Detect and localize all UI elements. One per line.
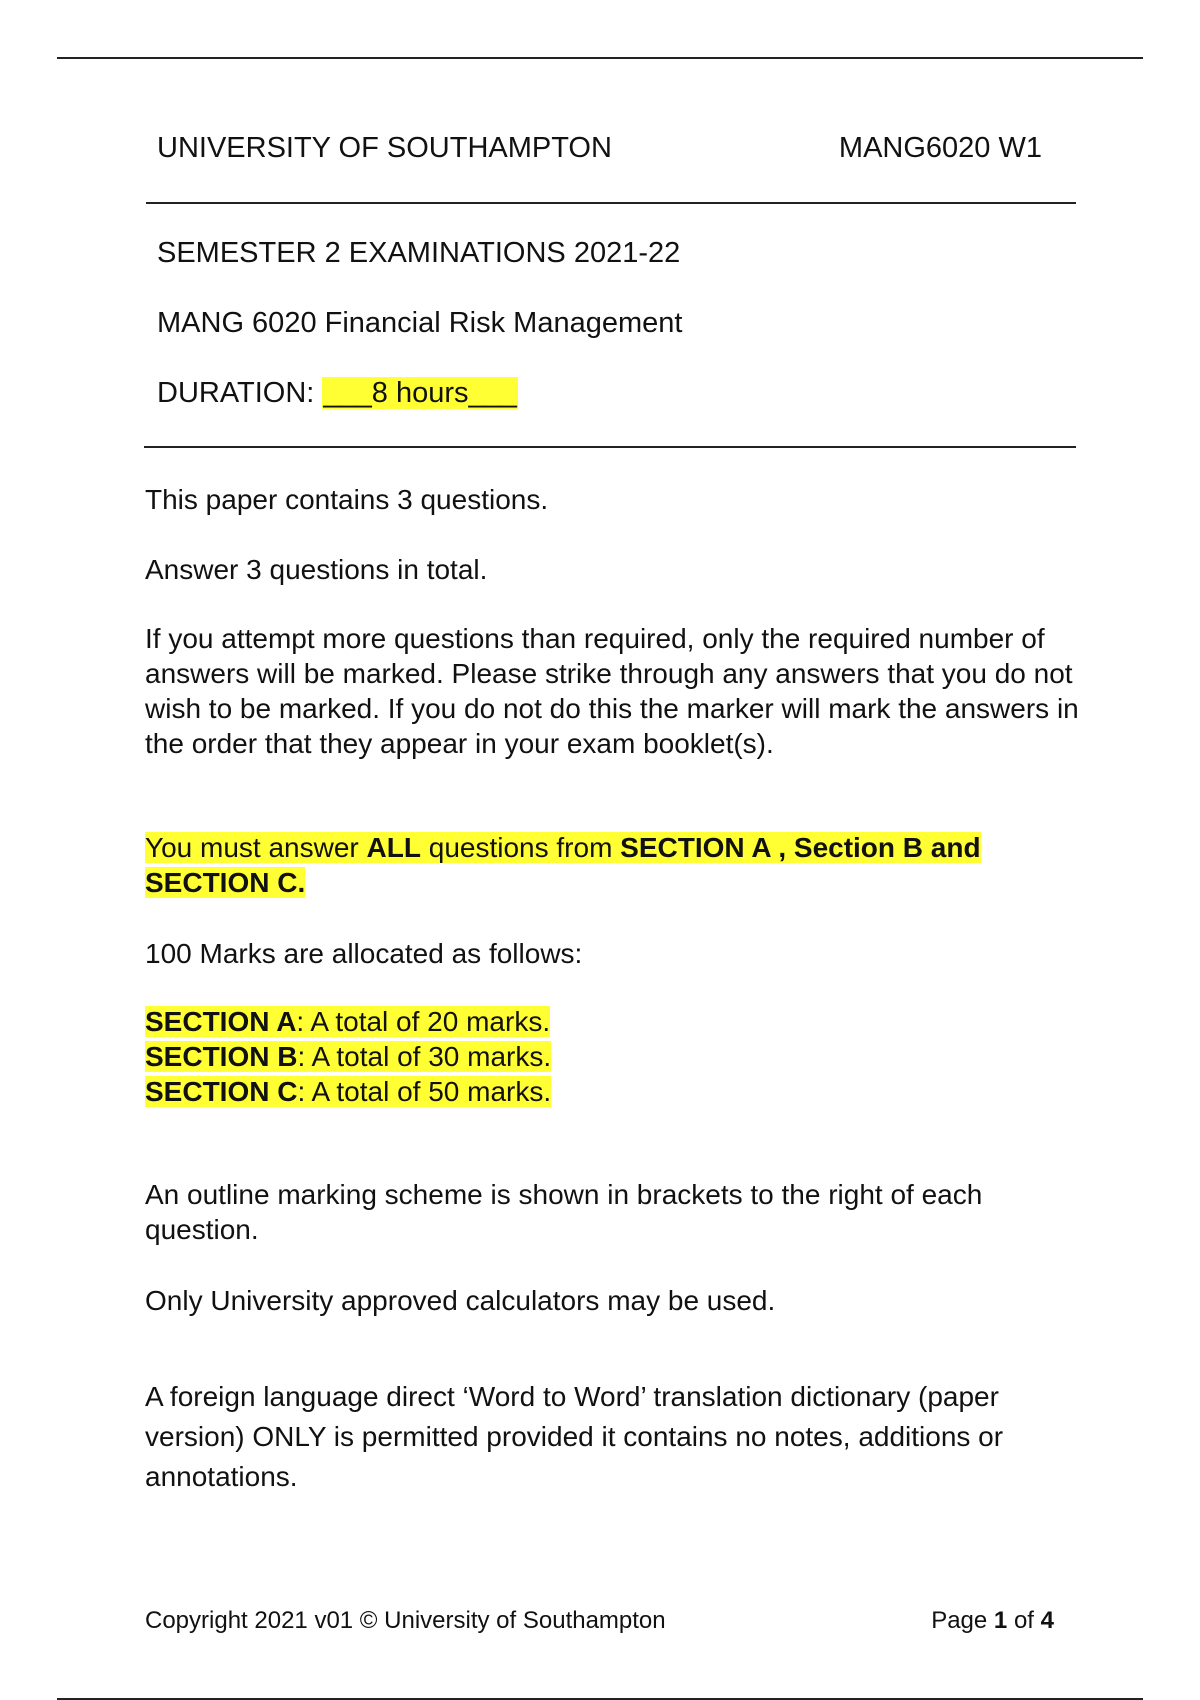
header-rule	[146, 202, 1076, 204]
page-current: 1	[993, 1607, 1008, 1634]
module-title: MANG 6020 Financial Risk Management	[157, 307, 683, 339]
page-prefix: Page	[931, 1607, 994, 1634]
must-answer-part-1: You must answer	[145, 832, 367, 863]
section-name: SECTION C	[145, 1076, 298, 1107]
instruction-outline-marking: An outline marking scheme is shown in brackets to the right of each question.	[145, 1179, 983, 1245]
section-marks-item-c	[145, 1074, 1085, 1109]
footer-copyright: Copyright 2021 v01 © University of Southampton	[145, 1607, 666, 1634]
section-marks-list	[145, 1004, 1085, 1109]
must-answer-sections: SECTION A , Section B and SECTION C.	[145, 832, 981, 898]
section-detail: : A total of 50 marks.	[297, 1076, 552, 1107]
duration-label: DURATION:	[157, 377, 315, 409]
section-name: SECTION B	[145, 1041, 298, 1072]
section-marks-item-a	[145, 1004, 1085, 1039]
instruction-question-count: This paper contains 3 questions.	[145, 484, 549, 515]
footer-page-number	[931, 1606, 1054, 1636]
page-total: 4	[1040, 1607, 1054, 1634]
top-rule	[57, 57, 1143, 59]
page-of: of	[1007, 1607, 1041, 1634]
meta-rule	[144, 446, 1076, 448]
must-answer-part-3: questions from	[420, 832, 621, 863]
course-code: MANG6020 W1	[838, 132, 1042, 164]
exam-semester: SEMESTER 2 EXAMINATIONS 2021-22	[157, 237, 681, 269]
institution-name: UNIVERSITY OF SOUTHAMPTON	[157, 132, 612, 164]
section-marks-item-b	[145, 1039, 1085, 1074]
must-answer-all: ALL	[366, 832, 421, 863]
section-detail: : A total of 20 marks.	[296, 1006, 551, 1037]
instruction-calculators: Only University approved calculators may be used.	[145, 1285, 776, 1316]
instruction-must-answer	[145, 830, 1085, 900]
instruction-dictionary: A foreign language direct ‘Word to Word’ translation dictionary (paper version) ONLY is permitted provided it contains no notes, additions or annotations.	[145, 1381, 1004, 1492]
section-name: SECTION A	[145, 1006, 297, 1037]
section-detail: : A total of 30 marks.	[297, 1041, 552, 1072]
duration-value: ___8 hours___	[323, 377, 517, 409]
instruction-attempt-more: If you attempt more questions than required, only the required number of answers will be marked. Please strike through any answers that you do not wish to be marked. If you do not do this the marker will mark the answers in the order that they appear in your exam booklet(s).	[145, 623, 1079, 759]
duration-row	[157, 376, 518, 410]
instruction-answer-total: Answer 3 questions in total.	[145, 554, 488, 585]
instruction-marks-allocation: 100 Marks are allocated as follows:	[145, 938, 583, 969]
